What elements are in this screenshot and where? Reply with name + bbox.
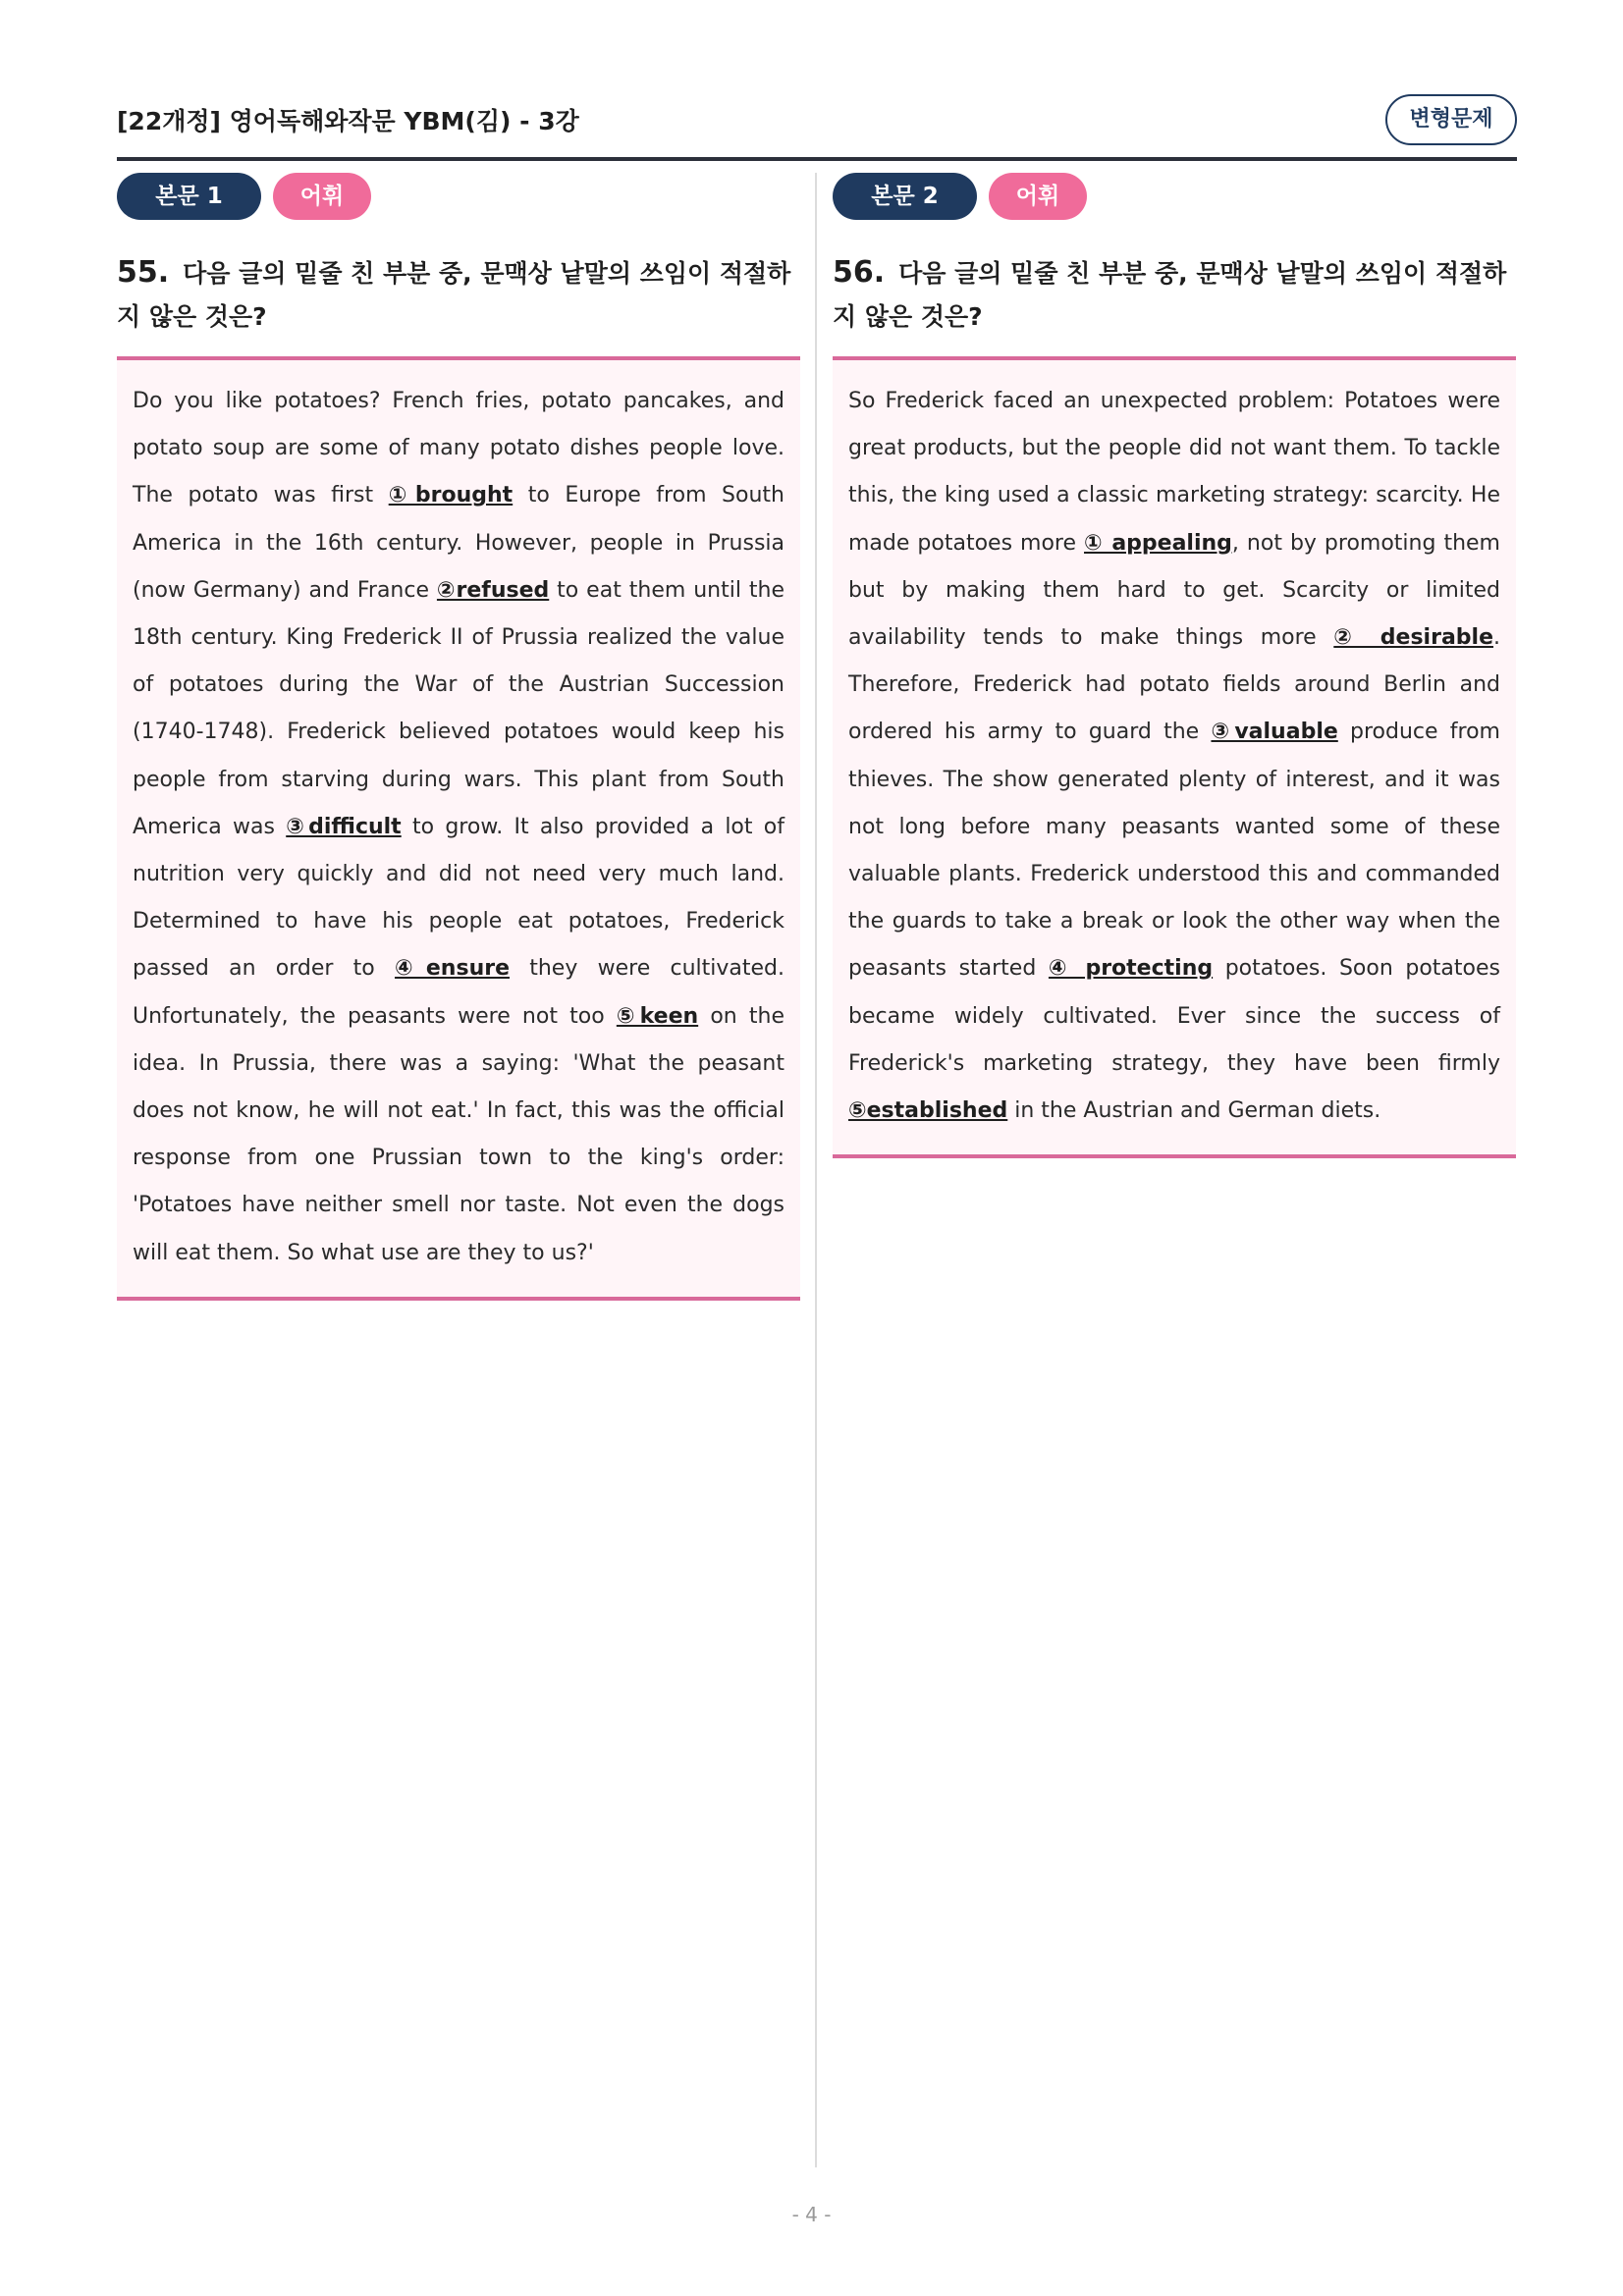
underlined-word: ①brought — [388, 483, 514, 508]
underlined-word: ④ensure — [395, 956, 510, 982]
passage-text: . Therefore, Frederick had potato fields around Berlin and ordered his army to guard the — [848, 625, 1501, 745]
passage-text: produce from thieves. The show generated plenty of interest, and it was not long before many peasants wanted some of these valuable plants. Frederick understood this and commanded the guards to take a break or look the other way when the peasants started — [848, 720, 1500, 982]
passage-text: , not by promoting them but by making them hard to get. Scarcity or limited availability tends to make things more — [848, 530, 1500, 651]
question-heading — [117, 251, 800, 360]
type-tag: 어휘 — [989, 173, 1087, 220]
question-number: 56. — [833, 255, 886, 290]
passage-text: potatoes. Soon potatoes became widely cultivated. Ever since the success of Frederick's marketing strategy, they have been firmly — [848, 956, 1500, 1076]
underlined-word: ③difficult — [286, 814, 402, 839]
page-title: [22개정] 영어독해와작문 YBM(김) - 3강 — [117, 107, 579, 135]
underlined-word: ④ protecting — [1048, 956, 1214, 982]
passage-text: Do you like potatoes? French fries, potato pancakes, and potato soup are some of many potato dishes people love. The potato was first — [133, 389, 784, 508]
passage-text: to Europe from South America in the 16th century. However, people in Prussia (now Germany) and France — [133, 483, 784, 603]
passage-box — [117, 360, 800, 1301]
underlined-word: ① appealing — [1084, 530, 1232, 556]
passage-text: So Frederick faced an unexpected problem: Potatoes were great products, but the people did not want them. To tackle this, the king used a classic marketing strategy: scarcity. He made potatoes more — [848, 389, 1500, 556]
passage-text: on the idea. In Prussia, there was a saying: 'What the peasant does not know, he will not eat.' In fact, this was the official response from one Prussian town to the king's order: 'Potatoes have neither smell nor taste. Not even the dogs will eat them. So what use are they to us?' — [133, 1003, 785, 1265]
passage-box — [833, 360, 1516, 1158]
question-text: 다음 글의 밑줄 친 부분 중, 문맥상 낱말의 쓰임이 적절하지 않은 것은? — [833, 259, 1507, 331]
type-tag: 어휘 — [273, 173, 371, 220]
question-number: 55. — [117, 255, 170, 290]
underlined-word: ⑤keen — [616, 1003, 699, 1029]
passage-text: to eat them until the 18th century. King Frederick II of Prussia realized the value of potatoes during the War of the Austrian Succession (1740-1748). Frederick believed potatoes would keep his people from starving during wars. This plant from South America was — [133, 577, 784, 839]
page-header — [117, 94, 1517, 161]
passage-tag: 본문 2 — [833, 173, 977, 220]
column-divider — [815, 173, 817, 2167]
underlined-word: ⑤established — [848, 1098, 1008, 1124]
passage-text: to grow. It also provided a lot of nutrition very quickly and did not need very much land. Determined to have his people eat potatoes, Frederick passed an order to — [133, 814, 784, 982]
variant-badge: 변형문제 — [1385, 94, 1517, 145]
underlined-word: ②refused — [436, 577, 550, 603]
passage-tag: 본문 1 — [117, 173, 261, 220]
passage-text: they were cultivated. Unfortunately, the peasants were not too — [133, 956, 784, 1029]
left-column — [117, 173, 800, 1301]
underlined-word: ③valuable — [1211, 720, 1338, 745]
question-heading — [833, 251, 1516, 360]
question-text: 다음 글의 밑줄 친 부분 중, 문맥상 낱말의 쓰임이 적절하지 않은 것은? — [117, 259, 791, 331]
passage-text: in the Austrian and German diets. — [1007, 1098, 1381, 1124]
underlined-word: ② desirable — [1333, 625, 1494, 651]
right-column — [833, 173, 1516, 1158]
page-number: - 4 - — [791, 2203, 832, 2226]
right-tags — [833, 173, 1516, 224]
left-tags — [117, 173, 800, 224]
